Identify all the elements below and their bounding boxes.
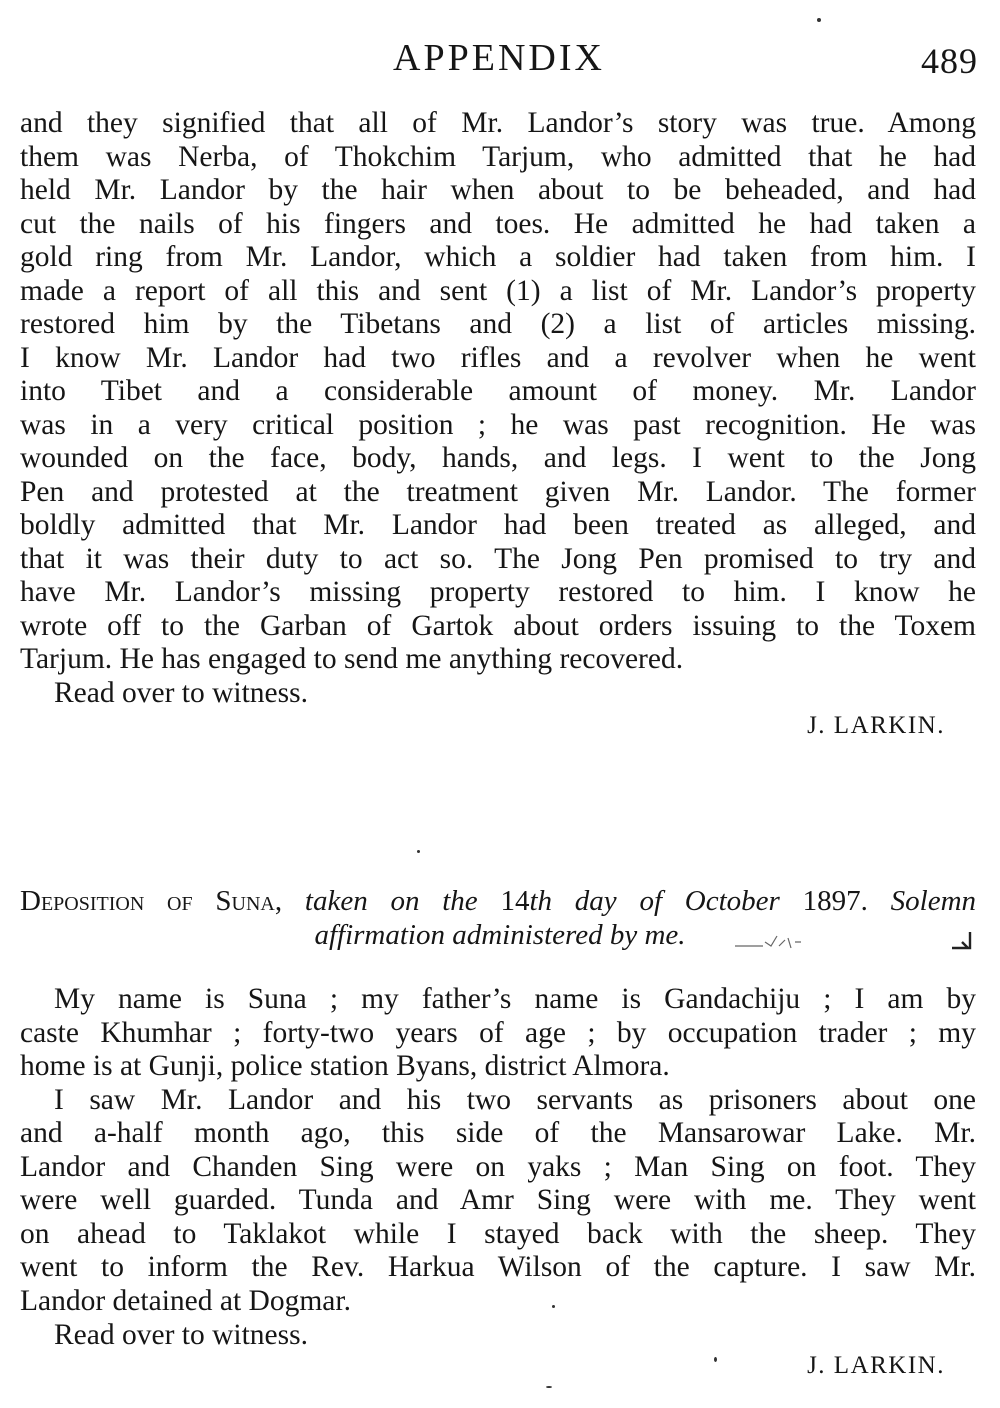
signature: J. LARKIN. <box>807 1352 945 1379</box>
text-line: made a report of all this and sent (1) a list of Mr. Landor’s property <box>20 275 976 307</box>
deposition-year: 1897. <box>802 885 868 917</box>
text-line: home is at Gunji, police station Byans, district Almora. <box>20 1050 670 1082</box>
text-line: boldly admitted that Mr. Landor had been treated as alleged, and <box>20 509 976 541</box>
text-line: and they signified that all of Mr. Landor’s story was true. Among <box>20 107 976 139</box>
text-line: caste Khumhar ; forty-two years of age ; by occupation trader ; my <box>20 1017 976 1049</box>
text-line: have Mr. Landor’s missing property restored to him. I know he <box>20 576 976 608</box>
text-line: was in a very critical position ; he was past recognition. He was <box>20 409 976 441</box>
scan-speck <box>817 18 821 22</box>
text-line: wrote off to the Garban of Gartok about orders issuing to the Toxem <box>20 610 976 642</box>
text-line: wounded on the face, body, hands, and legs. I went to the Jong <box>20 442 976 474</box>
text-line: I know Mr. Landor had two rifles and a revolver when he went <box>20 342 976 374</box>
text-line: and a-half month ago, this side of the Mansarowar Lake. Mr. <box>20 1117 976 1149</box>
deposition-day-suffix: th day of October <box>529 885 780 917</box>
scan-speck <box>417 850 420 853</box>
text-line: cut the nails of his fingers and toes. He admitted he had taken a <box>20 208 976 240</box>
text-line: restored him by the Tibetans and (2) a list of articles missing. <box>20 308 976 340</box>
deposition-taken: taken on the <box>304 885 478 917</box>
page-header <box>20 36 978 86</box>
margin-mark <box>733 928 813 952</box>
text-line: were well guarded. Tunda and Amr Sing were with me. They went <box>20 1184 976 1216</box>
margin-mark <box>948 928 976 952</box>
signature: J. LARKIN. <box>807 712 945 739</box>
read-over-note: Read over to witness. <box>54 1319 308 1351</box>
text-line: Landor detained at Dogmar. <box>20 1285 351 1317</box>
read-over-note: Read over to witness. <box>54 677 308 709</box>
text-line: Tarjum. He has engaged to send me anything recovered. <box>20 643 684 675</box>
scan-speck <box>714 1357 717 1362</box>
scan-speck <box>552 1305 555 1308</box>
text-line: Landor and Chanden Sing were on yaks ; Man Sing on foot. They <box>20 1151 976 1183</box>
running-title: APPENDIX <box>393 37 605 79</box>
page-number: 489 <box>921 41 978 81</box>
deposition-title: Deposition of Suna, <box>20 885 283 917</box>
text-line: I saw Mr. Landor and his two servants as prisoners about one <box>54 1084 976 1116</box>
text-line: that it was their duty to act so. The Jong Pen promised to try and <box>20 543 976 575</box>
text-line: gold ring from Mr. Landor, which a soldier had taken from him. I <box>20 241 976 273</box>
affirmation-line: affirmation administered by me. <box>314 919 686 951</box>
deposition-day-number: 14 <box>500 885 530 917</box>
text-line: held Mr. Landor by the hair when about to be beheaded, and had <box>20 174 976 206</box>
text-line: them was Nerba, of Thokchim Tarjum, who admitted that he had <box>20 141 976 173</box>
deposition-heading <box>20 884 976 918</box>
deposition-solemn: Solemn <box>890 885 977 917</box>
text-line: Pen and protested at the treatment given Mr. Landor. The former <box>20 476 976 508</box>
scan-speck <box>546 1386 552 1388</box>
text-line: on ahead to Taklakot while I stayed back with the sheep. They <box>20 1218 976 1250</box>
text-line: My name is Suna ; my father’s name is Gandachiju ; I am by <box>54 983 976 1015</box>
text-line: into Tibet and a considerable amount of money. Mr. Landor <box>20 375 976 407</box>
text-line: went to inform the Rev. Harkua Wilson of the capture. I saw Mr. <box>20 1251 976 1283</box>
deposition-subheading <box>0 918 1000 952</box>
